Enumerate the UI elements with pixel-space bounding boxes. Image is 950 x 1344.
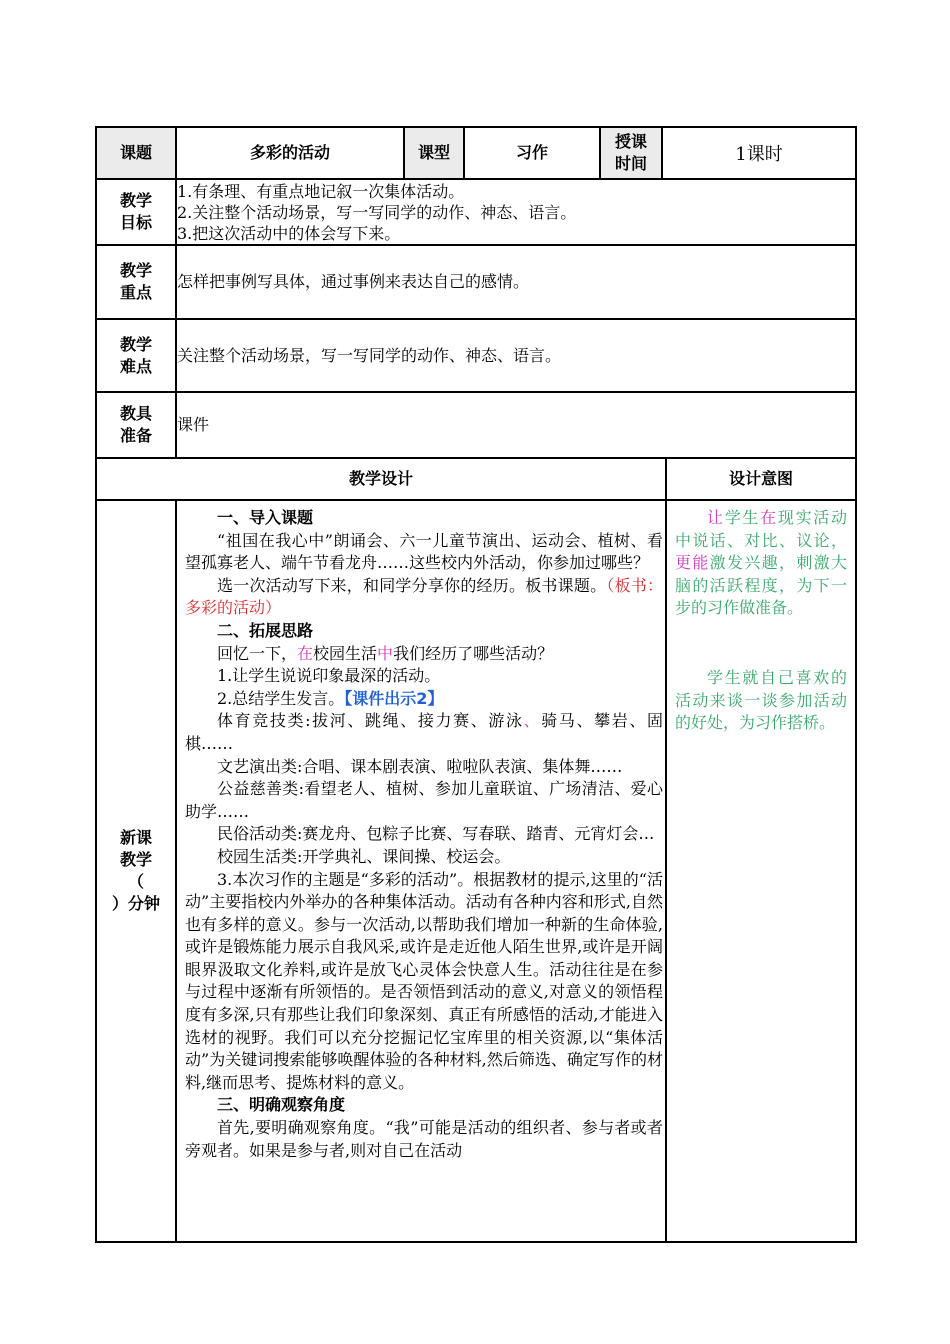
section-2-item: 2.总结学生发言。【课件出示2】 — [217, 688, 444, 708]
difficulty-text: 关注整个活动场景，写一写同学的动作、神态、语言。 — [176, 319, 856, 392]
section-1-para: “祖国在我心中”朗诵会、六一儿童节演出、运动会、植树、看望孤寡老人、端午节看龙舟……这些校内外活动，你参加过哪些？ — [185, 530, 663, 573]
type-value: 习作 — [464, 127, 600, 179]
board-note: （板书：多彩的活动） — [185, 575, 663, 618]
intent-para-2: 学生就自己喜欢的活动来谈一谈参加活动的好处，为习作搭桥。 — [675, 667, 848, 733]
section-2-theme: 3.本次习作的主题是“多彩的活动”。根据教材的提示,这里的“活动”主要指校内外举办的各种集体活动。活动有各种内容和形式,自然也有多样的意义。参与一次活动,以帮助我们增加一种新的生命体验,或许是锻炼能力展示自我风采,或许是走近他人陌生世界,或许是开阔眼界汲取文化养料,或许是放飞心灵体会快意人生。活动往往是在参与过程中逐渐有所领悟的。是否领悟到活动的意义,对意义的领悟程度有多深,只有那些让我们印象深刻、真正有所感悟的活动,才能进入选材的视野。我们可以充分挖掘记忆宝库里的相关资源,以“集体活动”为关键词搜索能够唤醒体验的各种材料,然后筛选、确定写作的材料,继而思考、提炼材料的意义。 — [185, 869, 663, 1092]
time-label: 授课 时间 — [600, 127, 662, 179]
teaching-content — [176, 500, 666, 1242]
goals-list — [176, 179, 856, 245]
section-1-title: 一、导入课题 — [217, 508, 314, 527]
section-3-title: 三、明确观察角度 — [217, 1095, 346, 1115]
category-charity: 公益慈善类:看望老人、植树、参加儿童联谊、广场清洁、爱心助学…… — [185, 779, 663, 821]
focus-row — [96, 245, 856, 319]
time-value: 1课时 — [662, 127, 856, 179]
focus-label: 教学 重点 — [96, 245, 176, 319]
slide-show-note: 【课件出示2】 — [344, 688, 444, 708]
tools-text: 课件 — [176, 392, 856, 458]
type-label: 课型 — [404, 127, 464, 179]
topic-value: 多彩的活动 — [176, 127, 404, 179]
section-2-item: 1.让学生说说印象最深的活动。 — [217, 666, 441, 686]
design-intent — [666, 500, 856, 1242]
section-2-title: 二、拓展思路 — [217, 620, 314, 640]
category-campus: 校园生活类:开学典礼、课间操、校运会。 — [217, 846, 511, 866]
intent-header: 设计意图 — [666, 458, 856, 500]
difficulty-label: 教学 难点 — [96, 319, 176, 392]
intent-para-1: 让学生在现实活动中说话、对比、议论，更能激发兴趣，刺激大脑的活跃程度，为下一步的习作做准备。 — [675, 508, 848, 618]
focus-text: 怎样把事例写具体，通过事例来表达自己的感情。 — [176, 245, 856, 319]
goal-item: 3.把这次活动中的体会写下来。 — [177, 223, 401, 243]
goal-item: 1.有条理、有重点地记叙一次集体活动。 — [177, 181, 465, 201]
side-label: 新课 教学 （ ）分钟 — [96, 500, 176, 1242]
section-2-question: 回忆一下，在校园生活中我们经历了哪些活动？ — [217, 643, 554, 663]
design-header-row — [96, 458, 856, 500]
category-arts: 文艺演出类:合唱、课本剧表演、啦啦队表演、集体舞…… — [217, 756, 623, 776]
goal-item: 2.关注整个活动场景，写一写同学的动作、神态、语言。 — [177, 202, 577, 222]
category-sports: 体育竞技类:拔河、跳绳、接力赛、游泳、骑马、攀岩、固棋…… — [185, 711, 663, 753]
lesson-plan-table — [95, 126, 857, 1243]
section-3-para: 首先,要明确观察角度。“我”可能是活动的组织者、参与者或者旁观者。如果是参与者,则对自己在活动 — [185, 1118, 663, 1160]
main-row — [96, 500, 856, 1242]
goals-label: 教学 目标 — [96, 179, 176, 245]
header-row — [96, 127, 856, 179]
difficulty-row — [96, 319, 856, 392]
tools-row — [96, 392, 856, 458]
section-1-para: 选一次活动写下来，和同学分享你的经历。板书课题。（板书：多彩的活动） — [185, 575, 663, 618]
design-header: 教学设计 — [96, 458, 666, 500]
goals-row — [96, 179, 856, 245]
category-folk: 民俗活动类:赛龙舟、包粽子比赛、写春联、踏青、元宵灯会… — [217, 824, 655, 844]
tools-label: 教具 准备 — [96, 392, 176, 458]
topic-label: 课题 — [96, 127, 176, 179]
